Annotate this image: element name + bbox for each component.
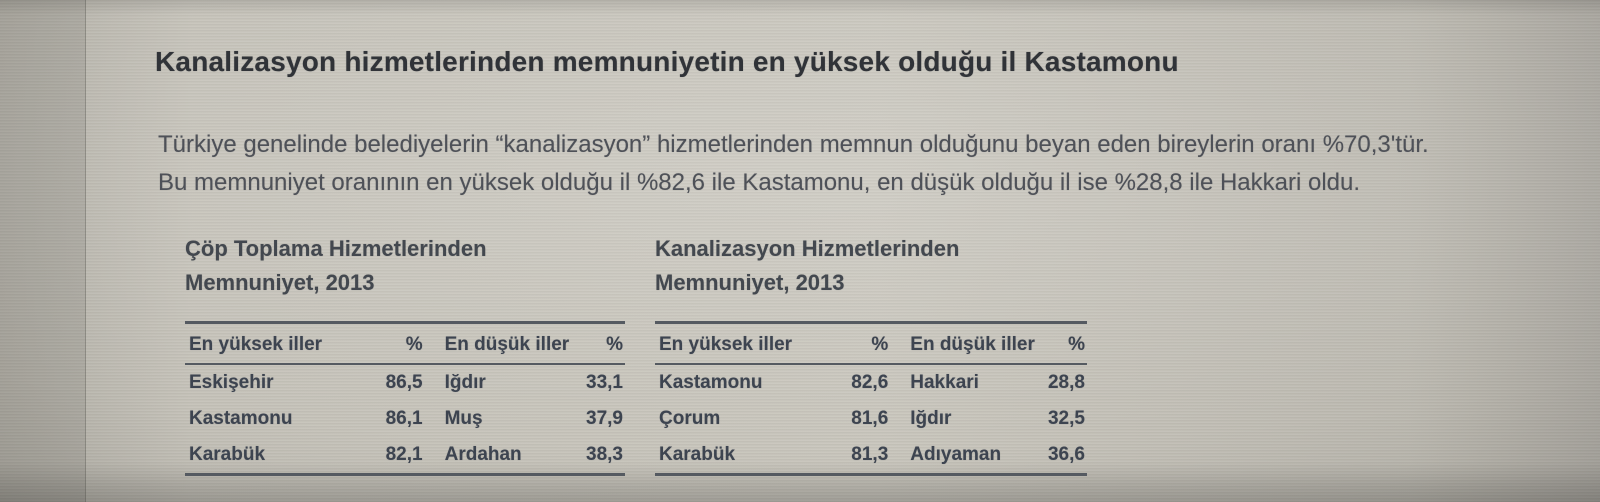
- col-header-percent: %: [871, 334, 889, 355]
- cell-province-high: Eskişehir: [189, 372, 274, 393]
- cell-province-low: Adıyaman: [910, 444, 1002, 465]
- cell-province-low: Ardahan: [444, 444, 522, 465]
- table-header-row: [655, 324, 1087, 365]
- table-row: [655, 365, 1087, 401]
- table-title-line-1: Kanalizasyon Hizmetlerinden: [655, 236, 960, 261]
- col-header-lowest-provinces: En düşük iller: [910, 334, 1035, 355]
- cell-province-low: Iğdır: [910, 408, 952, 429]
- table-row: [185, 365, 625, 401]
- cell-percent-low: 32,5: [1047, 408, 1085, 429]
- cell-percent-high: 81,3: [851, 444, 889, 465]
- garbage-collection-table-section: [185, 232, 625, 476]
- table-header-row: [185, 324, 625, 365]
- cell-percent-low: 33,1: [586, 372, 623, 393]
- garbage-collection-table: [185, 321, 625, 476]
- paragraph-line-1: Türkiye genelinde belediyelerin “kanalizasyon” hizmetlerinden memnun olduğunu beyan eden bireylerin oranı %70,3'tür.: [158, 131, 1429, 158]
- col-header-percent: %: [1068, 334, 1085, 355]
- cell-province-low: Hakkari: [910, 372, 979, 393]
- cell-percent-high: 82,6: [851, 372, 889, 393]
- sewerage-table: [655, 321, 1087, 476]
- col-header-percent: %: [606, 334, 623, 355]
- cell-province-high: Çorum: [659, 408, 721, 429]
- cell-percent-high: 86,1: [385, 408, 423, 429]
- cell-percent-low: 38,3: [586, 444, 623, 465]
- table-title-line-1: Çöp Toplama Hizmetlerinden: [185, 236, 487, 261]
- table-row: [185, 437, 625, 473]
- table-title-line-2: Memnuniyet, 2013: [655, 270, 845, 295]
- cell-percent-high: 82,1: [385, 444, 423, 465]
- cell-province-high: Kastamonu: [189, 408, 293, 429]
- col-header-highest-provinces: En yüksek iller: [189, 334, 323, 355]
- cell-province-high: Karabük: [189, 444, 266, 465]
- table-title-line-2: Memnuniyet, 2013: [185, 270, 375, 295]
- cell-percent-high: 81,6: [851, 408, 889, 429]
- page-title: Kanalizasyon hizmetlerinden memnuniyetin en yüksek olduğu il Kastamonu: [155, 46, 1179, 77]
- cell-province-high: Kastamonu: [659, 372, 763, 393]
- sewerage-table-section: [655, 232, 1087, 476]
- sewerage-table-title: [655, 232, 1087, 300]
- col-header-percent: %: [405, 334, 423, 355]
- cell-percent-low: 37,9: [586, 408, 623, 429]
- col-header-highest-provinces: En yüksek iller: [659, 334, 793, 355]
- table-row: [655, 437, 1087, 473]
- cell-percent-low: 36,6: [1047, 444, 1085, 465]
- table-row: [185, 401, 625, 437]
- cell-percent-high: 86,5: [385, 372, 423, 393]
- intro-paragraph: [158, 126, 1429, 202]
- cell-province-high: Karabük: [659, 444, 736, 465]
- cell-province-low: Iğdır: [444, 372, 486, 393]
- paragraph-line-2: Bu memnuniyet oranının en yüksek olduğu il %82,6 ile Kastamonu, en düşük olduğu il ise %28,8 ile Hakkari oldu.: [158, 169, 1361, 196]
- page-left-edge: [0, 0, 86, 502]
- cell-province-low: Muş: [444, 408, 483, 429]
- col-header-lowest-provinces: En düşük iller: [444, 334, 570, 355]
- table-row: [655, 401, 1087, 437]
- garbage-table-title: [185, 232, 625, 300]
- cell-percent-low: 28,8: [1047, 372, 1085, 393]
